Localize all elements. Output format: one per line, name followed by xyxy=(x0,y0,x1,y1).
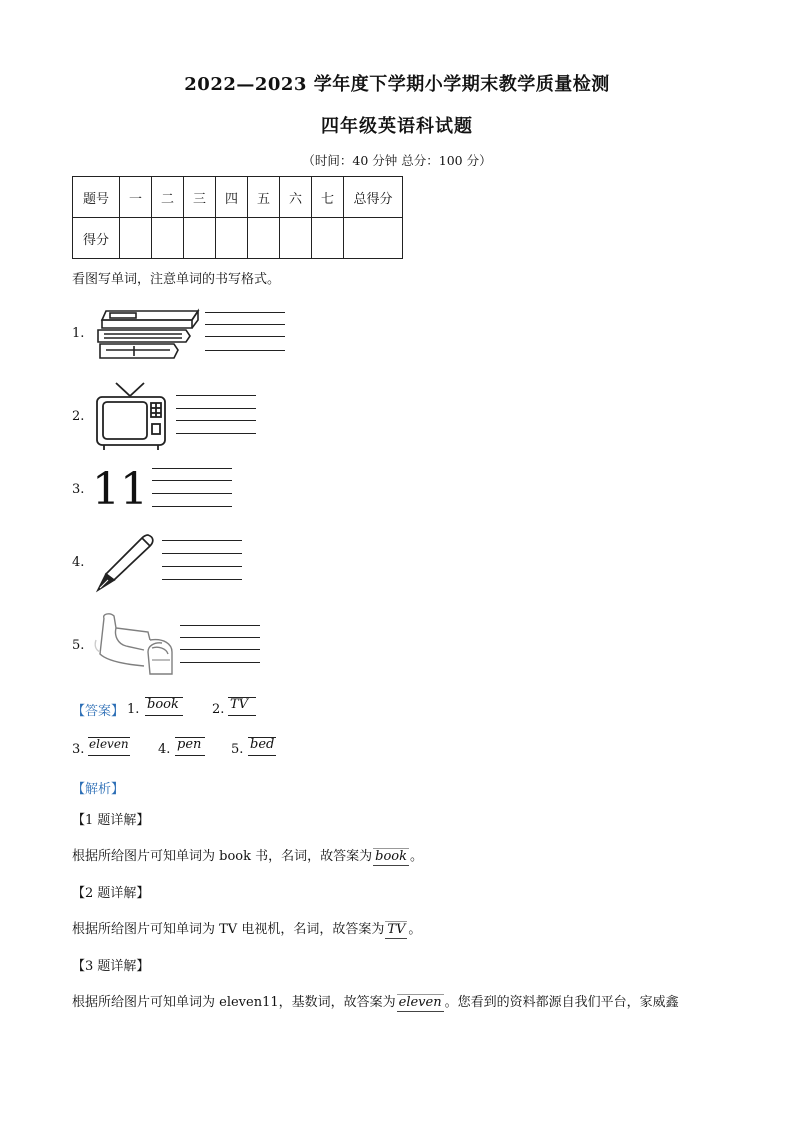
question-number: 1. xyxy=(72,326,85,341)
writing-line xyxy=(180,662,260,663)
writing-line xyxy=(180,637,260,638)
answer-label: 【答案】 xyxy=(72,704,125,719)
question-number: 3. xyxy=(72,482,85,497)
writing-line xyxy=(162,566,242,567)
answer-number: 1. xyxy=(127,702,140,717)
writing-line xyxy=(228,715,256,716)
question-number: 4. xyxy=(72,555,85,570)
table-cell: 三 xyxy=(184,177,216,218)
answer-word-box xyxy=(228,694,256,716)
score-table xyxy=(72,176,403,259)
writing-line xyxy=(248,755,276,756)
answer-word: eleven xyxy=(89,737,129,751)
writing-line xyxy=(176,395,256,396)
detail-answer-word: eleven xyxy=(398,995,442,1010)
writing-line xyxy=(162,540,242,541)
writing-line xyxy=(145,715,183,716)
tv-icon xyxy=(94,380,170,452)
writing-line xyxy=(162,579,242,580)
table-cell: 五 xyxy=(248,177,280,218)
writing-line xyxy=(176,420,256,421)
writing-line xyxy=(88,755,130,756)
pen-icon xyxy=(92,532,158,594)
writing-line xyxy=(180,625,260,626)
writing-line xyxy=(205,336,285,337)
score-input-cell[interactable] xyxy=(216,218,248,259)
table-cell: 题号 xyxy=(73,177,120,218)
detail-text xyxy=(72,918,421,939)
detail-text-before: 根据所给图片可知单词为 book 书，名词，故答案为 xyxy=(72,849,373,864)
score-table-header-row xyxy=(73,177,403,218)
answer-number: 5. xyxy=(231,742,244,757)
detail-answer-word: book xyxy=(375,849,407,864)
answer-number: 2. xyxy=(212,702,225,717)
detail-text-after: 。 xyxy=(409,849,423,864)
analysis-label: 【解析】 xyxy=(72,782,125,797)
instruction: 看图写单词，注意单词的书写格式。 xyxy=(72,272,281,287)
writing-line xyxy=(162,553,242,554)
writing-line xyxy=(205,312,285,313)
page-subtitle-title: 四年级英语科试题 xyxy=(321,116,473,137)
score-input-cell[interactable] xyxy=(280,218,312,259)
answer-number: 4. xyxy=(158,742,171,757)
answer-word-box xyxy=(248,734,276,756)
detail-text-before: 根据所给图片可知单词为 eleven11，基数词，故答案为 xyxy=(72,995,396,1010)
answer-word: pen xyxy=(177,737,202,752)
writing-line xyxy=(176,433,256,434)
detail-answer-word: TV xyxy=(387,922,406,937)
detail-heading: 【2 题详解】 xyxy=(72,886,150,901)
detail-text xyxy=(72,991,679,1012)
table-cell: 得分 xyxy=(73,218,120,259)
answer-word: bed xyxy=(250,737,275,752)
detail-text-before: 根据所给图片可知单词为 TV 电视机，名词，故答案为 xyxy=(72,922,385,937)
answer-number: 3. xyxy=(72,742,85,757)
writing-line xyxy=(205,350,285,351)
table-cell: 二 xyxy=(152,177,184,218)
answer-word: TV xyxy=(230,697,249,712)
score-input-cell[interactable] xyxy=(120,218,152,259)
score-input-cell[interactable] xyxy=(152,218,184,259)
question-number: 5. xyxy=(72,638,85,653)
detail-heading: 【3 题详解】 xyxy=(72,959,150,974)
table-cell: 一 xyxy=(120,177,152,218)
writing-line xyxy=(152,493,232,494)
writing-line xyxy=(152,468,232,469)
detail-text xyxy=(72,845,423,866)
page-title: 2022—2023 学年度下学期小学期末教学质量检测 xyxy=(184,74,610,95)
score-input-cell[interactable] xyxy=(248,218,280,259)
question-number: 2. xyxy=(72,409,85,424)
writing-line xyxy=(152,480,232,481)
table-cell: 四 xyxy=(216,177,248,218)
writing-line xyxy=(205,324,285,325)
table-cell: 七 xyxy=(312,177,344,218)
answer-word-box xyxy=(175,734,205,756)
eleven-number: 11 xyxy=(92,464,148,515)
score-input-cell[interactable] xyxy=(344,218,403,259)
detail-heading: 【1 题详解】 xyxy=(72,813,150,828)
detail-text-after: 。 xyxy=(408,922,422,937)
score-input-cell[interactable] xyxy=(312,218,344,259)
table-cell: 总得分 xyxy=(344,177,403,218)
writing-line xyxy=(180,649,260,650)
detail-text-after: 。您看到的资料都源自我们平台，家威鑫 xyxy=(444,995,679,1010)
writing-line xyxy=(152,506,232,507)
answer-word-box xyxy=(145,694,183,716)
answer-word-box xyxy=(88,734,130,756)
writing-line xyxy=(176,408,256,409)
score-input-cell[interactable] xyxy=(184,218,216,259)
books-icon xyxy=(94,308,204,363)
answer-word: book xyxy=(147,697,179,712)
writing-line xyxy=(175,755,205,756)
exam-info: （时间：40 分钟 总分：100 分） xyxy=(302,153,492,168)
bed-icon xyxy=(92,610,178,676)
table-cell: 六 xyxy=(280,177,312,218)
score-table-score-row xyxy=(73,218,403,259)
